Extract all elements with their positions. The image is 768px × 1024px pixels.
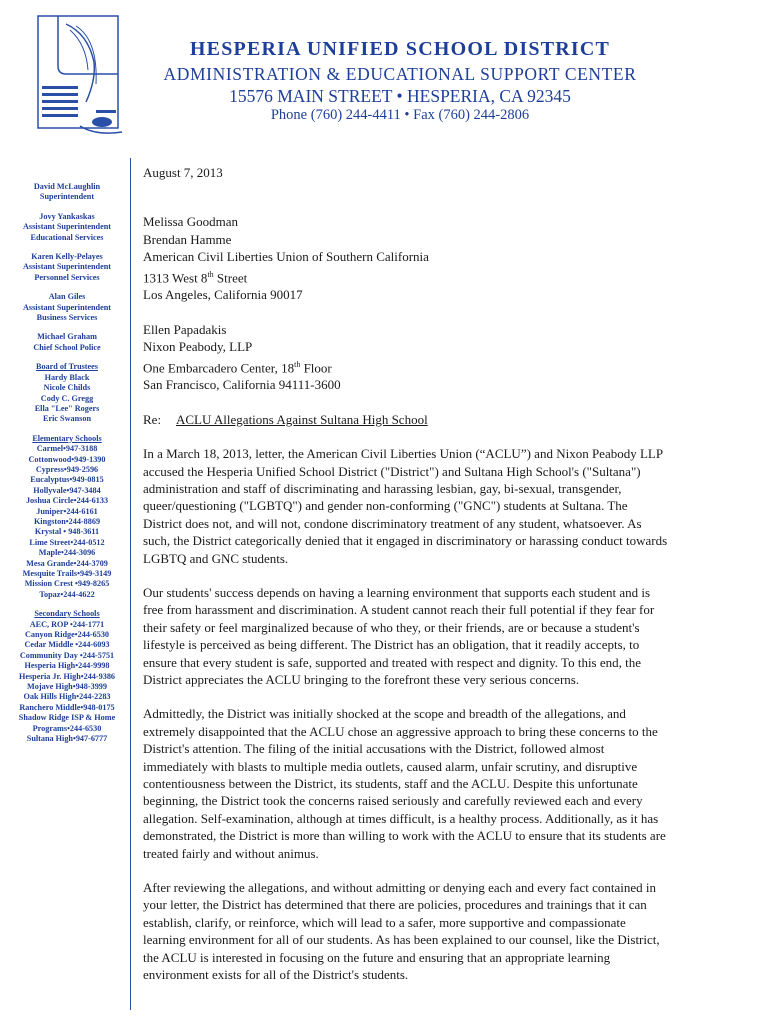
district-logo-icon bbox=[36, 14, 132, 142]
school-entry: Juniper•244-6161 bbox=[36, 506, 98, 516]
school-entry: Mojave High•948-3999 bbox=[27, 682, 107, 692]
admin-title: Chief School Police bbox=[33, 342, 101, 352]
re-subject: ACLU Allegations Against Sultana High School bbox=[176, 411, 428, 427]
elementary-list bbox=[8, 444, 126, 600]
re-label: Re: bbox=[143, 411, 162, 427]
school-entry: Mission Crest •949-8265 bbox=[24, 579, 110, 589]
district-name: HESPERIA UNIFIED SCHOOL DISTRICT bbox=[189, 38, 611, 60]
school-entry: Carmel•947-3188 bbox=[36, 444, 98, 454]
district-address: 15576 MAIN STREET • HESPERIA, CA 92345 bbox=[229, 86, 571, 106]
district-phone: Phone (760) 244-4411 • Fax (760) 244-2806 bbox=[270, 107, 530, 123]
admin-title: Superintendent bbox=[39, 192, 95, 202]
school-entry: Ranchero Middle•948-0175 bbox=[19, 702, 115, 712]
admin-title: Assistant Superintendent Educational Services bbox=[22, 222, 112, 242]
admin-name: David McLaughlin bbox=[33, 182, 101, 191]
school-entry: AEC, ROP •244-1771 bbox=[29, 619, 105, 629]
board-list bbox=[8, 373, 126, 425]
center-name: ADMINISTRATION & EDUCATIONAL SUPPORT CENTER bbox=[163, 64, 637, 84]
recipient1-line: American Civil Liberties Union of Southern California bbox=[143, 249, 429, 265]
board-heading: Board of Trustees bbox=[35, 362, 98, 372]
elementary-heading: Elementary Schools bbox=[32, 433, 102, 443]
trustee-name: Cody C. Gregg bbox=[40, 393, 94, 403]
admin-1 bbox=[8, 182, 126, 203]
school-entry: Mesa Grande•244-3709 bbox=[26, 558, 108, 568]
school-entry: Hesperia Jr. High•244-9386 bbox=[18, 671, 116, 681]
trustee-name: Nicole Childs bbox=[43, 383, 91, 393]
school-entry: Cottonwood•949-1390 bbox=[28, 454, 106, 464]
trustee-name: Hardy Black bbox=[44, 372, 90, 382]
school-entry: Kingston•244-8869 bbox=[33, 516, 101, 526]
school-entry: Hollyvale•947-3484 bbox=[33, 485, 101, 495]
letter-body bbox=[143, 164, 668, 1001]
school-entry: Sultana High•947-6777 bbox=[26, 734, 108, 744]
recipient2-city: San Francisco, California 94111-3600 bbox=[143, 377, 341, 393]
school-entry: Shadow Ridge ISP & Home Programs•244-6530 bbox=[18, 713, 116, 733]
school-entry: Lime Street•244-0512 bbox=[29, 537, 105, 547]
school-entry: Topaz•244-4622 bbox=[39, 589, 95, 599]
recipient1-city: Los Angeles, California 90017 bbox=[143, 287, 303, 303]
school-entry: Joshua Circle•244-6133 bbox=[25, 496, 109, 506]
secondary-heading: Secondary Schools bbox=[34, 609, 100, 619]
admin-4 bbox=[8, 292, 126, 323]
recipient1-line: Melissa Goodman bbox=[143, 214, 238, 230]
admin-name: Alan Giles bbox=[48, 292, 86, 302]
school-entry: Eucalyptus•949-0815 bbox=[30, 475, 104, 485]
school-entry: Krystal • 948-3611 bbox=[34, 527, 100, 537]
school-entry: Cedar Middle •244-6093 bbox=[24, 640, 110, 650]
trustee-name: Ella "Lee" Rogers bbox=[34, 403, 100, 413]
recipient2-line: Nixon Peabody, LLP bbox=[143, 339, 253, 355]
recipient2-street: One Embarcadero Center, 18th Floor bbox=[143, 359, 332, 375]
school-entry: Community Day •244-5751 bbox=[19, 650, 115, 660]
school-entry: Oak Hills High•244-2283 bbox=[23, 692, 111, 702]
paragraph: After reviewing the allegations, and without admitting or denying each and every fact contained in your letter, the District has determined that there are policies, procedures and trainings that it can establish, clarify, or reinforce, which will lead to a safer, more supportive and compassionate learning environment for all of our students. As has been explained to our counsel, like the District, the ACLU is interested in focusing on the future and ensuring that an appropriate learning environment exists for all of the District's students. bbox=[143, 880, 660, 983]
admin-name: Jovy Yankaskas bbox=[39, 211, 95, 221]
admin-title: Assistant Superintendent Personnel Services bbox=[22, 262, 112, 282]
school-entry: Maple•244-3096 bbox=[38, 548, 96, 558]
admin-5 bbox=[8, 332, 126, 353]
admin-name: Karen Kelly-Pelayes bbox=[31, 252, 103, 262]
admin-3 bbox=[8, 252, 126, 283]
secondary-list bbox=[8, 620, 126, 745]
re-line bbox=[143, 411, 668, 428]
school-entry: Cypress•949-2596 bbox=[35, 464, 99, 474]
school-entry: Hesperia High•244-9998 bbox=[24, 661, 110, 671]
admin-title: Assistant Superintendent Business Services bbox=[22, 302, 112, 323]
admin-2 bbox=[8, 212, 126, 243]
recipient1-line: Brendan Hamme bbox=[143, 231, 232, 247]
paragraph: In a March 18, 2013, letter, the American Civil Liberties Union (“ACLU”) and Nixon Peabody LLP accused the Hesperia Unified School District ("District") and Sultana High School's ("Sultana") administration and staff of discriminating and harassing lesbian, gay, bi-sexual, transgender, queer/questioning ("LGBTQ") and gender non-conforming ("GNC") students at Sultana. The District does not, and will not, condone discriminatory treatment of any student, whatsoever. As such, the District categorically denied that it engaged in discriminatory or harassing conduct towards LGBTQ and GNC students. bbox=[143, 446, 668, 566]
trustee-name: Eric Swanson bbox=[43, 414, 91, 424]
recipient2-line: Ellen Papadakis bbox=[143, 321, 227, 337]
letter-date: August 7, 2013 bbox=[143, 165, 223, 180]
school-entry: Mesquite Trails•949-3149 bbox=[22, 569, 112, 578]
divider bbox=[130, 158, 131, 1010]
admin-name: Michael Graham bbox=[37, 332, 97, 342]
school-entry: Canyon Ridge•244-6530 bbox=[24, 630, 110, 640]
paragraph: Admittedly, the District was initially shocked at the scope and breadth of the allegations, and extremely disappointed that the ACLU chose an aggressive approach to bring these concerns to the District's attention. The filing of the initial accusations with the District, followed almost immediately with blasts to multiple media outlets, caused alarm, unfair scrutiny, and disruptive contentiousness between the District, its students, staff and the ACLU. Despite this unfortunate beginning, the District took the concerns raised seriously and carefully reviewed each and every allegation. Self-examination, although at times difficult, is a healthy process. Additionally, as it has demonstrated, the District is more than willing to work with the ACLU to ensure that its students are treated fairly and without animus. bbox=[143, 706, 666, 861]
paragraph: Our students' success depends on having a learning environment that supports each student and is free from harassment and discrimination. A student cannot reach their full potential if they fear for their safety or feel marginalized because of who they, or their friends, are or because a student's lifestyle is perceived as being different. The District has an obligation, that it readily accepts, to ensure that every student is safe, supported and treated with respect and dignity. To this end, the District appreciates the ACLU bringing to the forefront these very serious concerns. bbox=[143, 584, 655, 687]
recipient1-street: 1313 West 8th Street bbox=[143, 269, 248, 285]
sidebar bbox=[8, 182, 126, 754]
